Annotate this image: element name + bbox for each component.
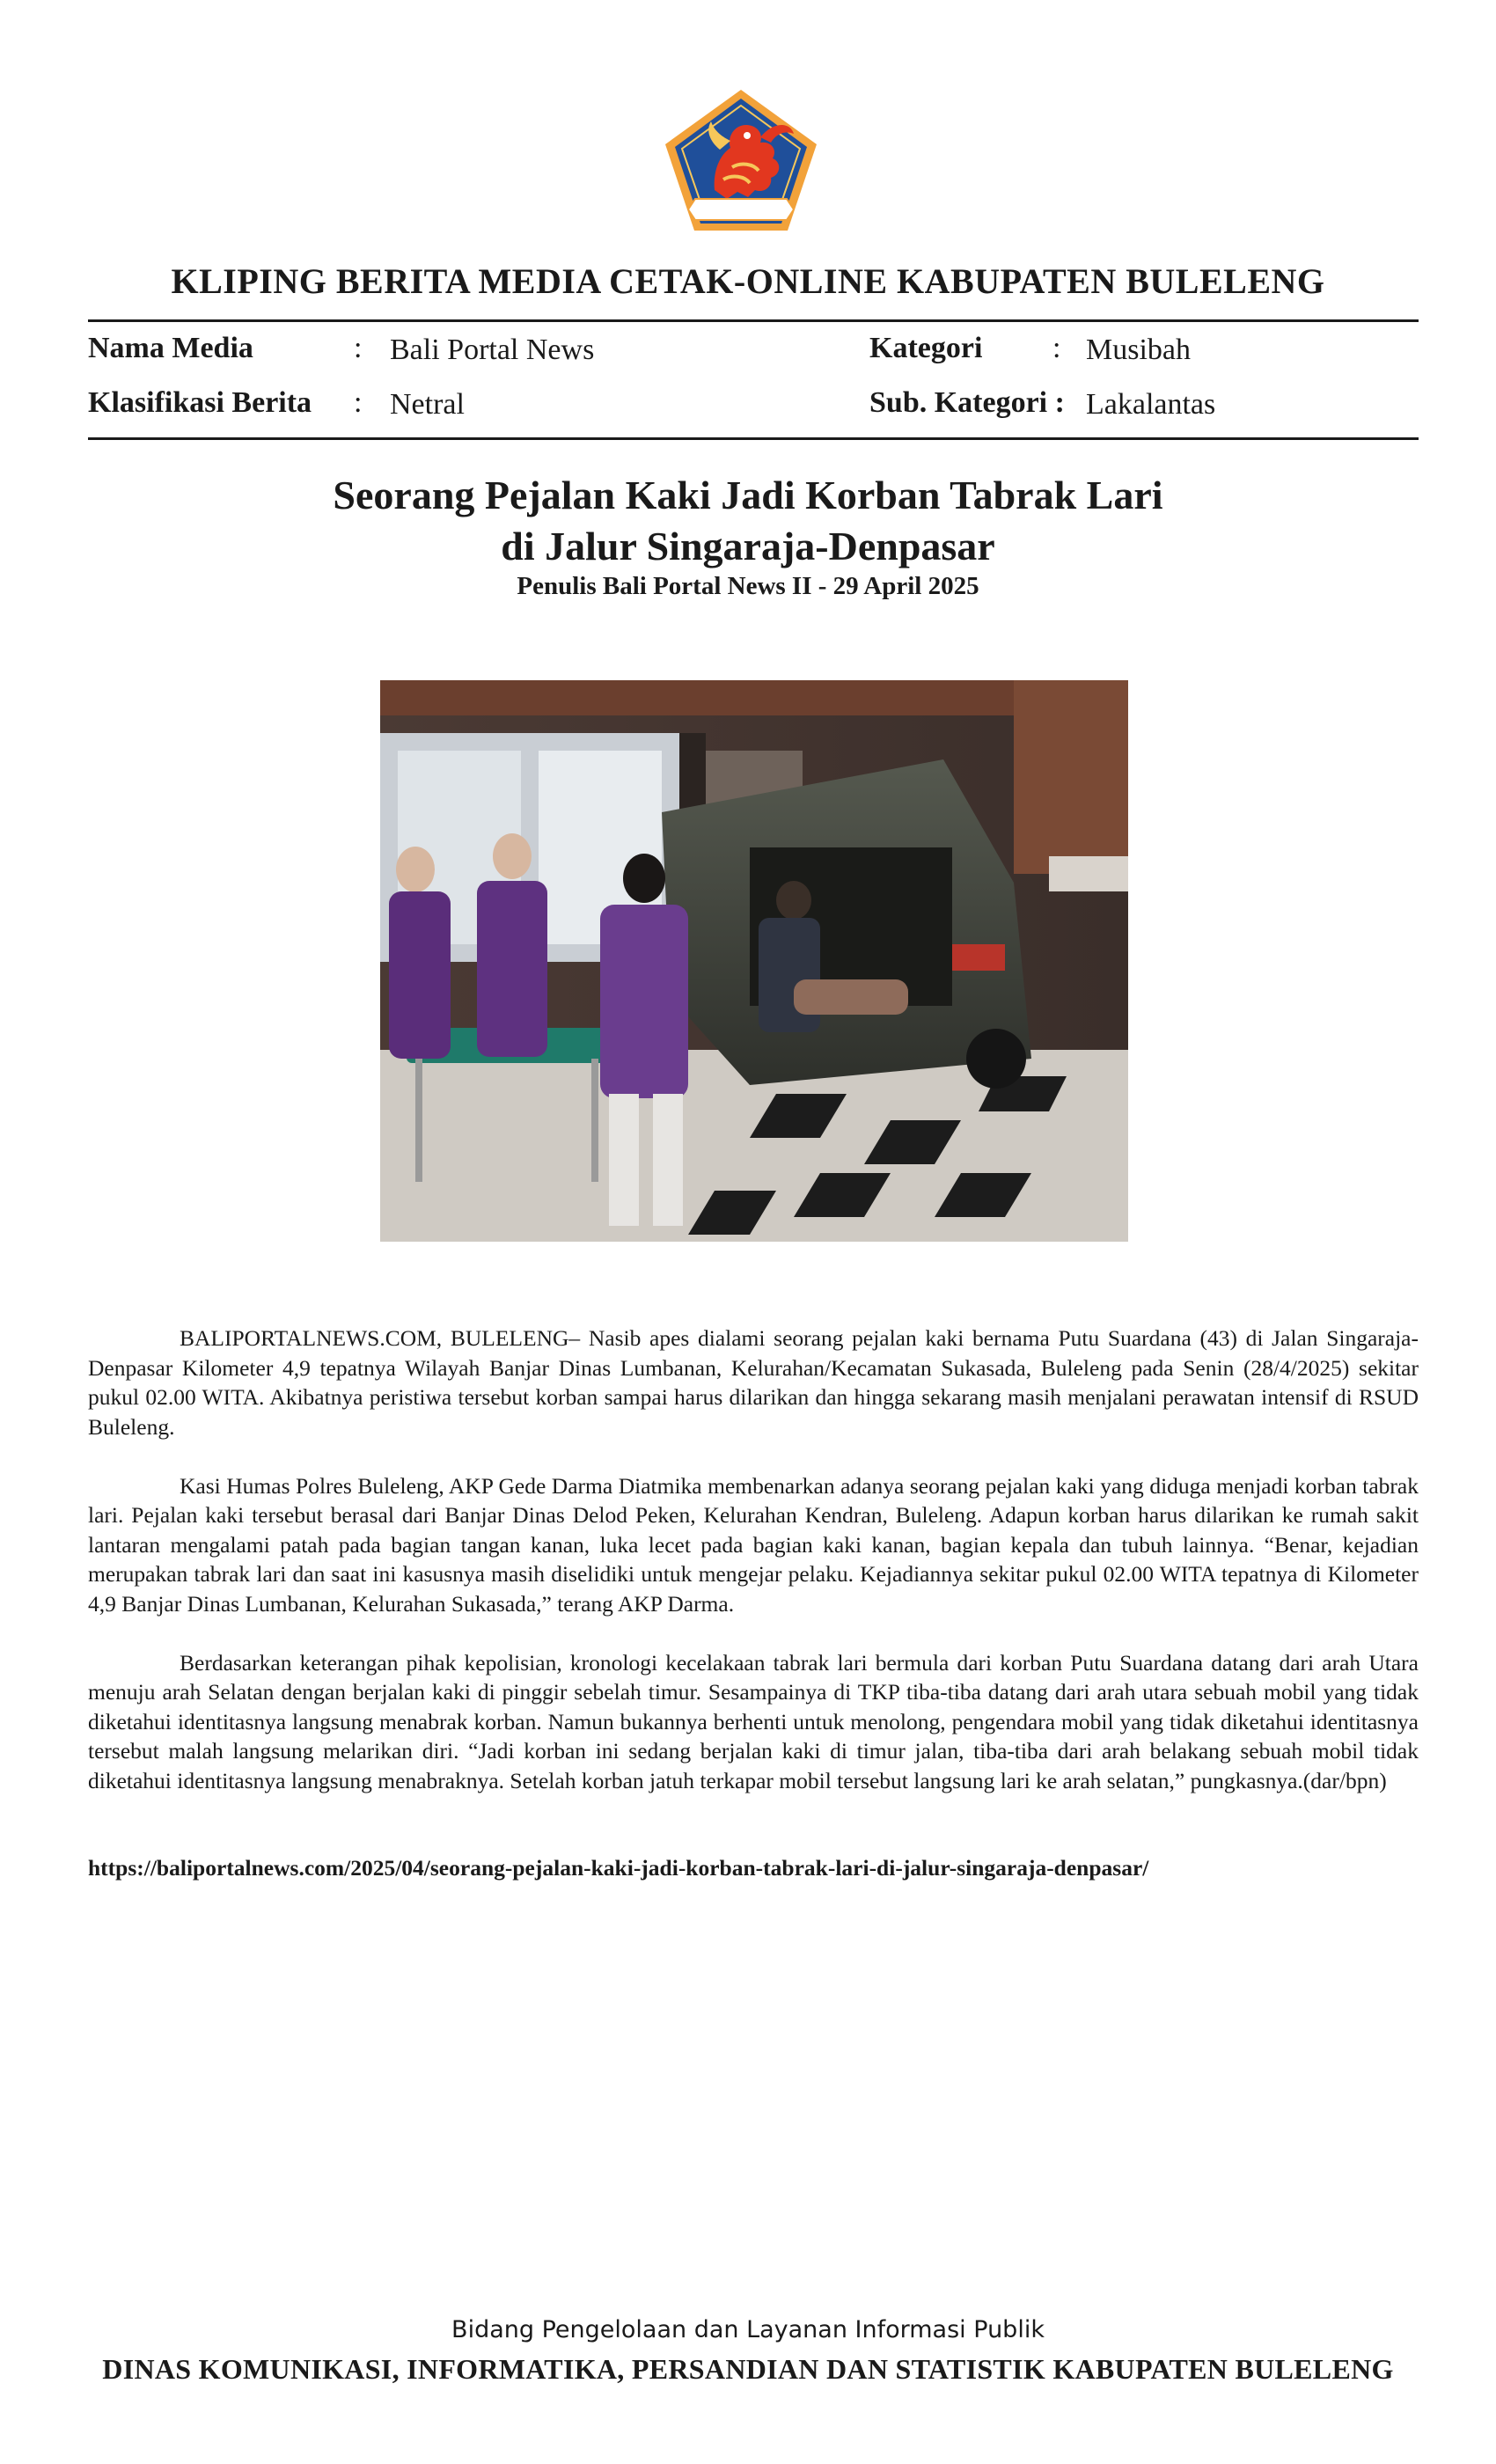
classification-value: Netral (390, 388, 465, 421)
header-bottom-divider (88, 437, 1419, 440)
category-label: Kategori (869, 332, 983, 364)
article-byline: Penulis Bali Portal News II - 29 April 2025 (517, 572, 979, 600)
footer-department: Bidang Pengelolaan dan Layanan Informasi Publik (451, 2316, 1045, 2343)
article-paragraph: BALIPORTALNEWS.COM, BULELENG– Nasib apes dialami seorang pejalan kaki bernama Putu Suardana (43) di Jalan Singaraja-Denpasar Kilometer 4,9 tepatnya Wilayah Banjar Dinas Lumbanan, Kelurahan/Kecamatan Sukasada, Buleleng pada Senin (28/4/2025) sekitar pukul 02.00 WITA. Akibatnya peristiwa tersebut korban sampai harus dilarikan dan hingga sekarang masih menjalani perawatan intensif di RSUD Buleleng. (88, 1325, 1419, 1440)
media-name-label: Nama Media (88, 332, 253, 364)
footer-agency: DINAS KOMUNIKASI, INFORMATIKA, PERSANDIAN DAN STATISTIK KABUPATEN BULELENG (102, 2353, 1394, 2385)
article-body (88, 1324, 1419, 1825)
category-value: Musibah (1086, 334, 1191, 366)
article-title-line-2: di Jalur Singaraja-Denpasar (501, 524, 995, 568)
subcategory-label: Sub. Kategori : (869, 386, 1065, 419)
document-header-title: KLIPING BERITA MEDIA CETAK-ONLINE KABUPATEN BULELENG (171, 261, 1325, 301)
media-name-separator: : (354, 332, 363, 364)
header-top-divider (88, 319, 1419, 322)
subcategory-value: Lakalantas (1086, 388, 1216, 421)
article-title-line-1: Seorang Pejalan Kaki Jadi Korban Tabrak Lari (333, 473, 1163, 517)
article-source-link[interactable]: https://baliportalnews.com/2025/04/seorang-pejalan-kaki-jadi-korban-tabrak-lari-di-jalur-singaraja-denpasar/ (88, 1855, 1149, 1881)
classification-separator: : (354, 386, 363, 419)
night-scene-ambulance-photo (380, 680, 1128, 1242)
classification-label: Klasifikasi Berita (88, 386, 312, 419)
media-name-value: Bali Portal News (390, 334, 595, 366)
category-separator: : (1052, 332, 1061, 364)
article-paragraph: Kasi Humas Polres Buleleng, AKP Gede Darma Diatmika membenarkan adanya seorang pejalan kaki yang diduga menjadi korban tabrak lari. Pejalan kaki tersebut berasal dari Banjar Dinas Delod Peken, Kelurahan Kendran, Buleleng. Adapun korban harus dilarikan ke rumah sakit lantaran mengalami patah pada bagian tangan kanan, luka lecet pada bagian kaki kanan, bagian kepala dan tubuh lainnya. “Benar, kejadian merupakan tabrak lari dan saat ini kasusnya masih diselidiki untuk mengejar pelaku. Kejadiannya sekitar pukul 02.00 WITA tepatnya di Kilometer 4,9 Banjar Dinas Lumbanan, Kelurahan Sukasada,” terang AKP Darma. (88, 1472, 1419, 1617)
singa-ambara-raja-emblem-icon (662, 86, 820, 234)
article-paragraph: Berdasarkan keterangan pihak kepolisian, kronologi kecelakaan tabrak lari bermula dari korban Putu Suardana datang dari arah Utara menuju arah Selatan dengan berjalan kaki di pinggir sebelah timur. Sesampainya di TKP tiba-tiba datang dari arah utara sebuah mobil yang tidak diketahui identitasnya langsung menabrak korban. Namun bukannya berhenti untuk menolong, pengendara mobil yang tidak diketahui identitasnya tersebut malah langsung melarikan diri. “Jadi korban ini sedang berjalan kaki di timur jalan, tiba-tiba dari arah belakang sebuah mobil tidak diketahui identitasnya langsung menabraknya. Setelah korban jatuh terkapar mobil tersebut langsung lari ke arah selatan,” pungkasnya.(dar/bpn) (88, 1649, 1419, 1793)
